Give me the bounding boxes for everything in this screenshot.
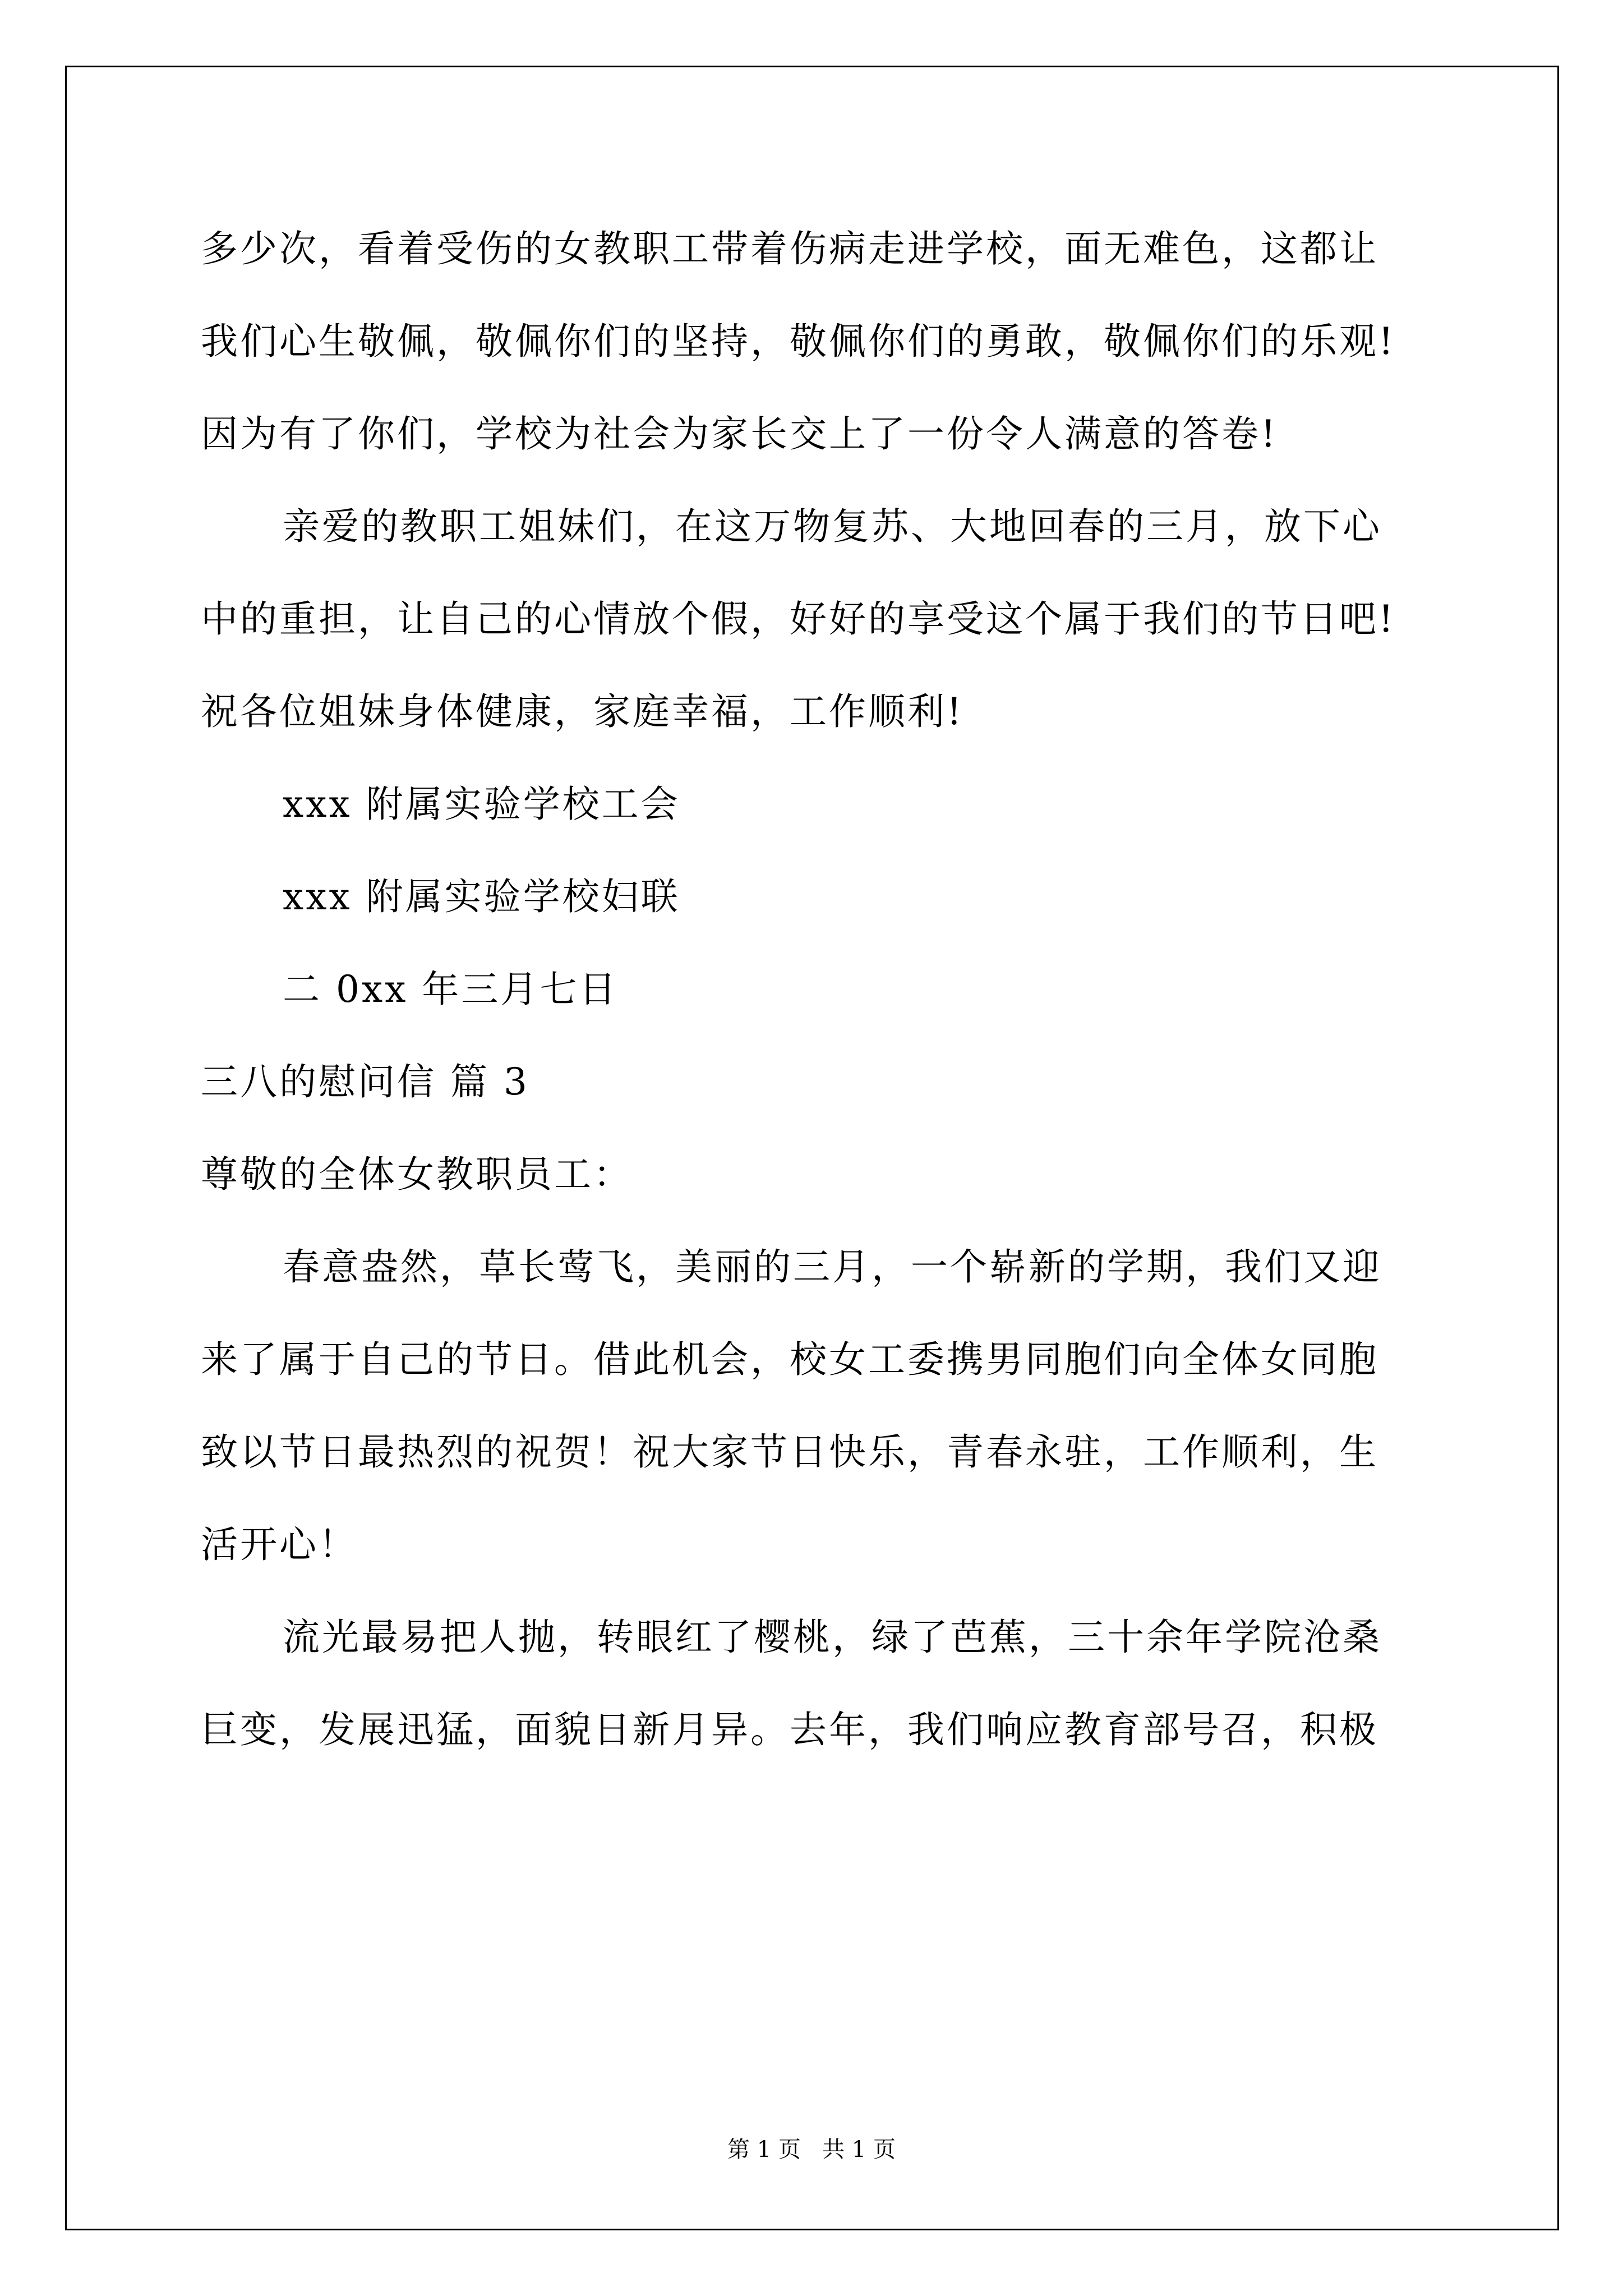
page-frame bbox=[65, 66, 1559, 2230]
text-line: 中的重担，让自己的心情放个假，好好的享受这个属于我们的节日吧! bbox=[201, 597, 1396, 641]
signature-womens-federation: xxx 附属实验学校妇联 bbox=[283, 875, 680, 918]
page-footer: 第 1 页 共 1 页 bbox=[727, 2137, 896, 2162]
text-line: 多少次，看着受伤的女教职工带着伤病走进学校，面无难色，这都让 bbox=[201, 227, 1378, 270]
text-line: 祝各位姐妹身体健康，家庭幸福，工作顺利! bbox=[201, 690, 964, 733]
text-line: 我们心生敬佩，敬佩你们的坚持，敬佩你们的勇敢，敬佩你们的乐观! bbox=[201, 320, 1396, 363]
text-line: 来了属于自己的节日。借此机会，校女工委携男同胞们向全体女同胞 bbox=[201, 1338, 1378, 1381]
text-line: 致以节日最热烈的祝贺！祝大家节日快乐，青春永驻，工作顺利，生 bbox=[201, 1430, 1378, 1474]
text-line: 活开心！ bbox=[201, 1523, 358, 1566]
signature-date: 二 0xx 年三月七日 bbox=[283, 968, 619, 1011]
text-line: 因为有了你们，学校为社会为家长交上了一份令人满意的答卷! bbox=[201, 412, 1278, 455]
signature-union: xxx 附属实验学校工会 bbox=[283, 783, 680, 826]
section-heading: 三八的慰问信 篇 3 bbox=[201, 1060, 529, 1103]
text-line: 巨变，发展迅猛，面貌日新月异。去年，我们响应教育部号召，积极 bbox=[201, 1708, 1378, 1751]
paragraph-start-line: 春意盎然，草长莺飞，美丽的三月，一个崭新的学期，我们又迎 bbox=[283, 1245, 1382, 1289]
salutation: 尊敬的全体女教职员工： bbox=[201, 1153, 633, 1196]
paragraph-start-line: 亲爱的教职工姐妹们，在这万物复苏、大地回春的三月，放下心 bbox=[283, 505, 1382, 548]
paragraph-start-line: 流光最易把人抛，转眼红了樱桃，绿了芭蕉，三十余年学院沧桑 bbox=[283, 1616, 1382, 1659]
